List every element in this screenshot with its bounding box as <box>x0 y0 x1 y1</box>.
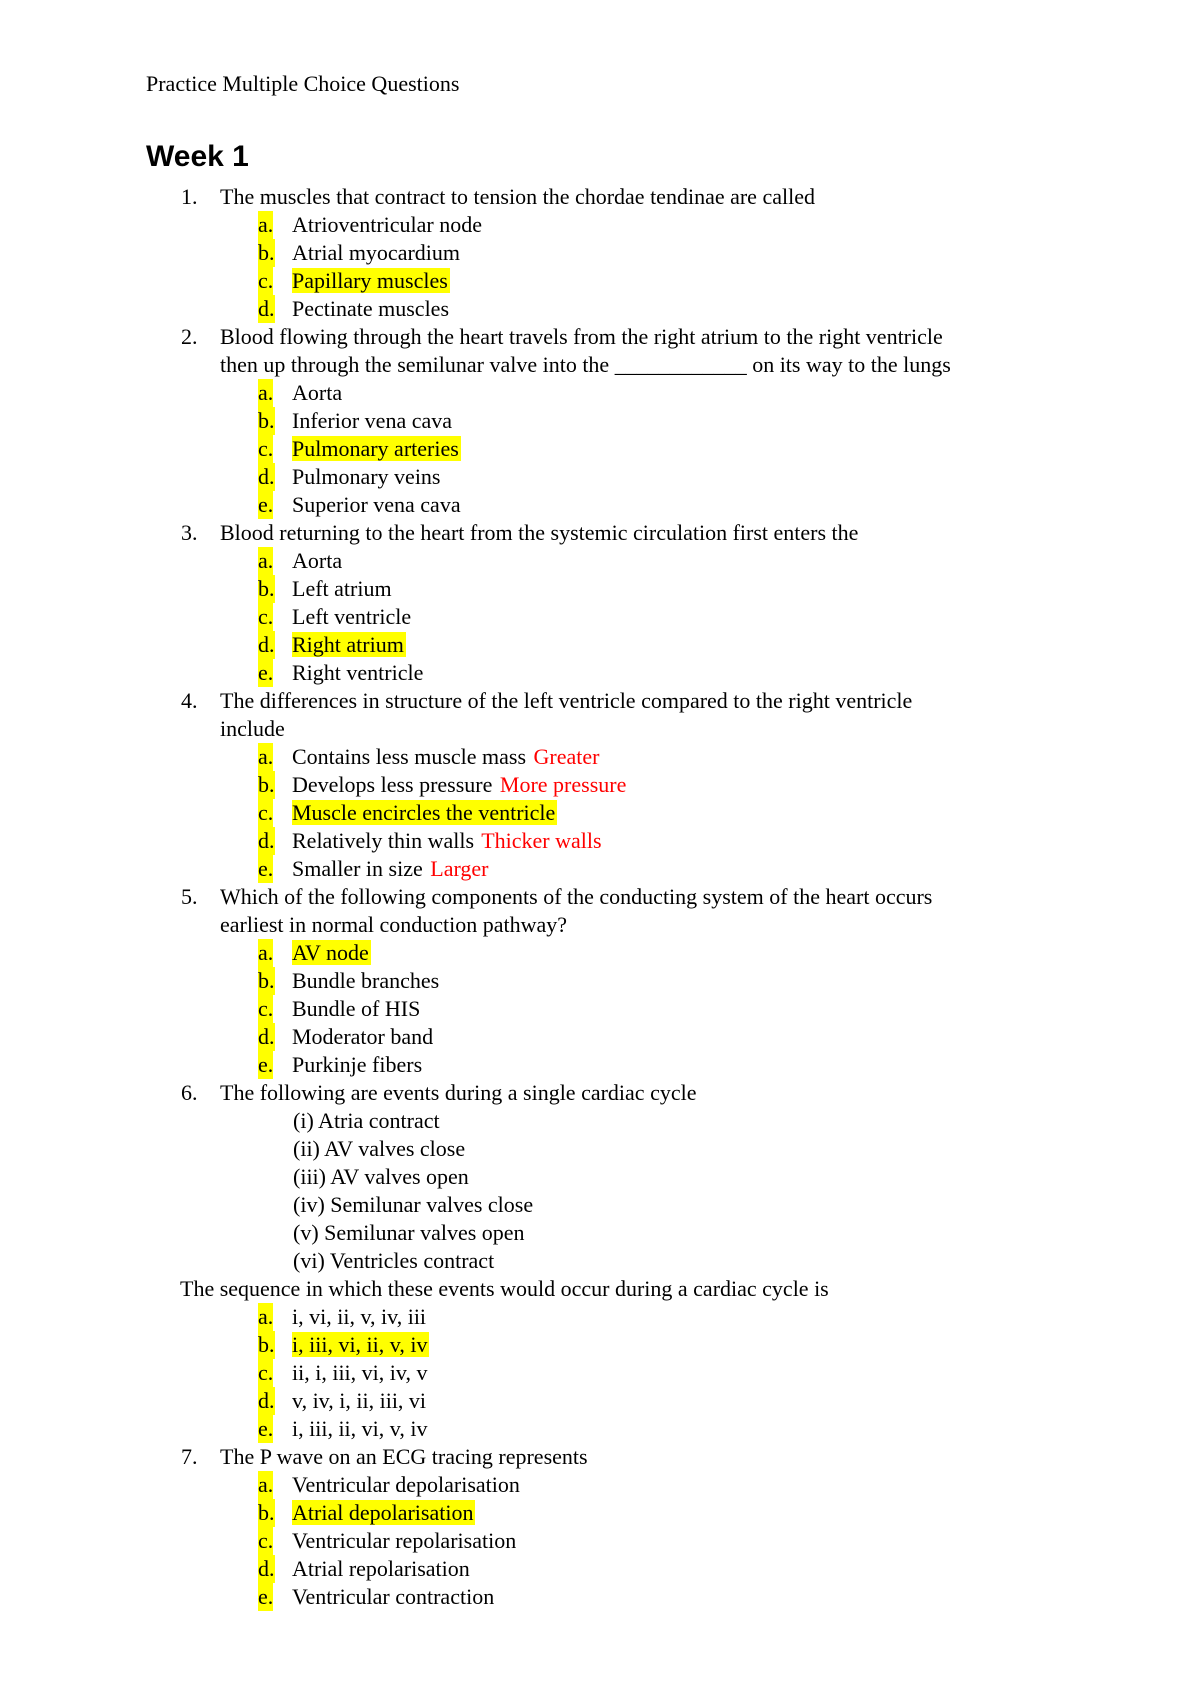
cardiac-event-item: (iv) Semilunar valves close <box>293 1192 534 1217</box>
answer-option <box>181 1331 1061 1359</box>
answer-option <box>181 491 1061 519</box>
option-letter: e. <box>258 492 274 517</box>
answer-option <box>181 1387 1061 1415</box>
question-number: 4. <box>181 688 198 713</box>
option-letter: e. <box>258 1416 274 1441</box>
answer-option <box>181 603 1061 631</box>
answer-option <box>181 1023 1061 1051</box>
cardiac-event-item: (iii) AV valves open <box>293 1164 469 1189</box>
option-letter: d. <box>258 632 275 657</box>
cardiac-event-item: (i) Atria contract <box>293 1108 440 1133</box>
option-letter: a. <box>258 380 274 405</box>
answer-option <box>181 379 1061 407</box>
correct-answer-text: i, iii, vi, ii, v, iv <box>292 1332 428 1357</box>
question-stem-text: The following are events during a single cardiac cycle <box>220 1080 697 1105</box>
question-stem-text: Blood flowing through the heart travels from the right atrium to the right ventricle <box>220 324 943 349</box>
option-letter: e. <box>258 1052 274 1077</box>
option-text: Superior vena cava <box>292 492 461 517</box>
question-stem-text: include <box>220 716 285 741</box>
question-list <box>181 183 1061 1611</box>
answer-option <box>181 211 1061 239</box>
answer-option <box>181 1303 1061 1331</box>
option-text: Purkinje fibers <box>292 1052 423 1077</box>
question-stem-text: The muscles that contract to tension the chordae tendinae are called <box>220 184 815 209</box>
option-letter: d. <box>258 828 275 853</box>
question-item <box>181 687 1061 883</box>
option-letter: a. <box>258 1472 274 1497</box>
option-letter: d. <box>258 1556 275 1581</box>
option-letter: c. <box>258 996 274 1021</box>
question-stem-line <box>181 519 1061 547</box>
question-stem-text: The differences in structure of the left ventricle compared to the right ventricle <box>220 688 913 713</box>
answer-option <box>181 1527 1061 1555</box>
option-letter: c. <box>258 1528 274 1553</box>
option-letter: e. <box>258 660 274 685</box>
question-item <box>181 1079 1061 1443</box>
correct-answer-text: AV node <box>292 940 369 965</box>
answer-option <box>181 659 1061 687</box>
question-stem-line <box>181 687 1061 715</box>
option-letter: b. <box>258 1500 275 1525</box>
question-stem-text: Which of the following components of the conducting system of the heart occurs <box>220 884 933 909</box>
option-text: Atrial repolarisation <box>292 1556 470 1581</box>
question-stem-text: The P wave on an ECG tracing represents <box>220 1444 588 1469</box>
cardiac-event-item: (ii) AV valves close <box>293 1136 466 1161</box>
option-letter: c. <box>258 800 274 825</box>
option-text: v, iv, i, ii, iii, vi <box>292 1388 427 1413</box>
week-heading: Week 1 <box>146 140 249 173</box>
question-stem-line <box>181 1443 1061 1471</box>
option-letter: a. <box>258 212 274 237</box>
option-letter: d. <box>258 296 275 321</box>
option-text: Atrioventricular node <box>292 212 482 237</box>
question-item <box>181 323 1061 519</box>
question-stem-text: earliest in normal conduction pathway? <box>220 912 567 937</box>
correction-note: More pressure <box>499 772 627 797</box>
question-item <box>181 183 1061 323</box>
answer-option <box>181 575 1061 603</box>
question-number: 7. <box>181 1444 198 1469</box>
option-letter: b. <box>258 1332 275 1357</box>
page-header: Practice Multiple Choice Questions <box>146 71 460 96</box>
correct-answer-text: Atrial depolarisation <box>292 1500 474 1525</box>
option-text: Pulmonary veins <box>292 464 441 489</box>
option-letter: d. <box>258 1024 275 1049</box>
option-text: Smaller in size <box>292 856 423 881</box>
option-text: Aorta <box>292 380 343 405</box>
answer-option <box>181 407 1061 435</box>
option-text: Pectinate muscles <box>292 296 450 321</box>
answer-option <box>181 855 1061 883</box>
question-item <box>181 519 1061 687</box>
option-text: i, iii, ii, vi, v, iv <box>292 1416 428 1441</box>
option-letter: c. <box>258 604 274 629</box>
correct-answer-text: Papillary muscles <box>292 268 448 293</box>
answer-option <box>181 799 1061 827</box>
option-text: ii, i, iii, vi, iv, v <box>292 1360 428 1385</box>
option-text: Bundle branches <box>292 968 440 993</box>
answer-option <box>181 771 1061 799</box>
question-stem-line <box>181 883 1061 911</box>
correct-answer-text: Right atrium <box>292 632 404 657</box>
option-text: Left ventricle <box>292 604 412 629</box>
question-stem-line <box>181 351 1061 379</box>
option-letter: a. <box>258 548 274 573</box>
answer-option <box>181 1051 1061 1079</box>
question-item <box>181 883 1061 1079</box>
sequence-question-text: The sequence in which these events would occur during a cardiac cycle is <box>180 1276 829 1301</box>
answer-option <box>181 743 1061 771</box>
answer-option <box>181 267 1061 295</box>
answer-option <box>181 295 1061 323</box>
option-text: Contains less muscle mass <box>292 744 527 769</box>
option-text: Atrial myocardium <box>292 240 461 265</box>
option-text: Ventricular contraction <box>292 1584 495 1609</box>
correction-note: Larger <box>430 856 489 881</box>
cardiac-event-item: (vi) Ventricles contract <box>293 1248 495 1273</box>
question-number: 6. <box>181 1080 198 1105</box>
option-text: Bundle of HIS <box>292 996 421 1021</box>
question-stem-line <box>181 323 1061 351</box>
option-text: Ventricular depolarisation <box>292 1472 520 1497</box>
answer-option <box>181 939 1061 967</box>
question-stem-text: then up through the semilunar valve into the ____________ on its way to the lungs <box>220 352 951 377</box>
answer-option <box>181 1583 1061 1611</box>
correction-note: Thicker walls <box>481 828 602 853</box>
option-letter: e. <box>258 856 274 881</box>
correct-answer-text: Muscle encircles the ventricle <box>292 800 556 825</box>
question-stem-line <box>181 911 1061 939</box>
option-letter: b. <box>258 240 275 265</box>
cardiac-event-item: (v) Semilunar valves open <box>293 1220 525 1245</box>
question-stem-text: Blood returning to the heart from the systemic circulation first enters the <box>220 520 859 545</box>
question-number: 1. <box>181 184 198 209</box>
answer-option <box>181 1555 1061 1583</box>
correct-answer-text: Pulmonary arteries <box>292 436 459 461</box>
option-letter: d. <box>258 1388 275 1413</box>
option-text: Develops less pressure <box>292 772 493 797</box>
question-stem-line <box>181 1079 1061 1107</box>
option-text: i, vi, ii, v, iv, iii <box>292 1304 427 1329</box>
option-letter: a. <box>258 1304 274 1329</box>
answer-option <box>181 631 1061 659</box>
question-stem-line <box>181 715 1061 743</box>
option-letter: b. <box>258 968 275 993</box>
answer-option <box>181 827 1061 855</box>
answer-option <box>181 547 1061 575</box>
option-letter: b. <box>258 772 275 797</box>
question-number: 3. <box>181 520 198 545</box>
answer-option <box>181 1359 1061 1387</box>
option-letter: c. <box>258 1360 274 1385</box>
question-item <box>181 1443 1061 1611</box>
correction-note: Greater <box>533 744 600 769</box>
option-letter: a. <box>258 744 274 769</box>
option-letter: b. <box>258 576 275 601</box>
option-text: Inferior vena cava <box>292 408 453 433</box>
answer-option <box>181 239 1061 267</box>
answer-option <box>181 1499 1061 1527</box>
option-text: Aorta <box>292 548 343 573</box>
option-text: Left atrium <box>292 576 392 601</box>
option-letter: a. <box>258 940 274 965</box>
answer-option <box>181 1471 1061 1499</box>
option-letter: d. <box>258 464 275 489</box>
option-letter: b. <box>258 408 275 433</box>
option-letter: c. <box>258 268 274 293</box>
question-number: 2. <box>181 324 198 349</box>
option-text: Right ventricle <box>292 660 424 685</box>
answer-option <box>181 1415 1061 1443</box>
option-text: Relatively thin walls <box>292 828 475 853</box>
question-stem-line <box>181 183 1061 211</box>
answer-option <box>181 463 1061 491</box>
option-letter: e. <box>258 1584 274 1609</box>
answer-option <box>181 995 1061 1023</box>
question-number: 5. <box>181 884 198 909</box>
answer-option <box>181 435 1061 463</box>
option-letter: c. <box>258 436 274 461</box>
option-text: Ventricular repolarisation <box>292 1528 517 1553</box>
answer-option <box>181 967 1061 995</box>
option-text: Moderator band <box>292 1024 434 1049</box>
